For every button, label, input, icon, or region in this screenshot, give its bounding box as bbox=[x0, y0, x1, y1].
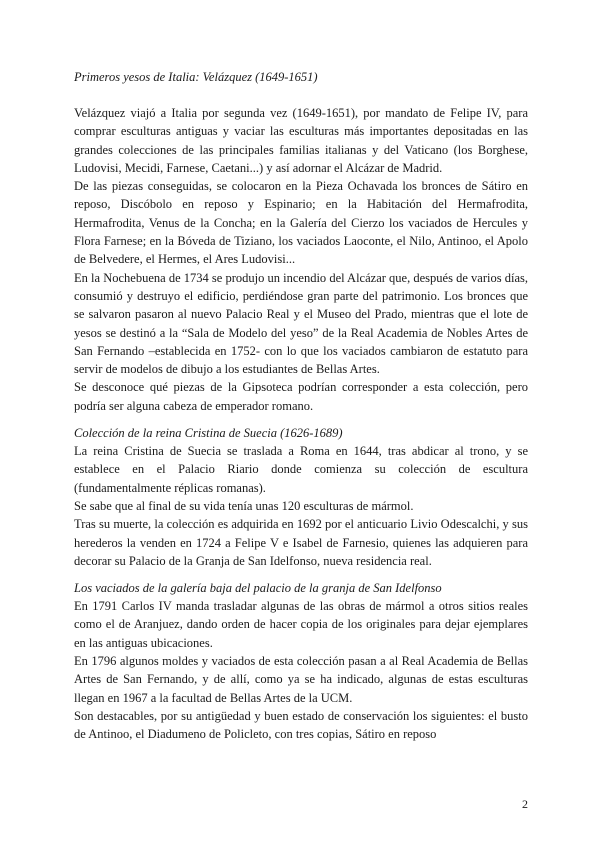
paragraph: En la Nochebuena de 1734 se produjo un incendio del Alcázar que, después de varios días, consumió y destruyo el edificio, perdiéndose gran parte del patrimonio. Los bronces que se salvaron pasaron al nuevo Palacio Real y el Museo del Prado, mientras que el lote de yesos se destinó a la “Sala de Modelo del yeso” de la Real Academia de Nobles Artes de San Fernando –establecida en 1752- con lo que los vaciados cambiaron de estatuto para servir de modelos de dibujo a los estudiantes de Bellas Artes. bbox=[74, 270, 528, 377]
paragraph: Se desconoce qué piezas de la Gipsoteca podrían corresponder a esta colección, pero podría ser alguna cabeza de emperador romano. bbox=[74, 380, 528, 413]
paragraph: En 1796 algunos moldes y vaciados de esta colección pasan a al Real Academia de Bellas Artes de San Fernando, y de allí, como ya se ha indicado, algunas de estas esculturas llegan en 1967 a la facultad de Bellas Artes de la UCM. bbox=[74, 654, 528, 705]
paragraph: La reina Cristina de Suecia se traslada a Roma en 1644, tras abdicar al trono, y se establece en el Palacio Riario donde comienza su colección de escultura (fundamentalmente réplicas romanas). bbox=[74, 444, 528, 495]
document-page bbox=[74, 68, 528, 744]
page-number: 2 bbox=[522, 797, 528, 811]
paragraph: En 1791 Carlos IV manda trasladar algunas de las obras de mármol a otros sitios reales como el de Aranjuez, dando orden de hacer copia de los originales para dejar ejemplares en las antiguas ubicaciones. bbox=[74, 599, 528, 650]
paragraph: De las piezas conseguidas, se colocaron en la Pieza Ochavada los bronces de Sátiro en reposo, Discóbolo en reposo y Espinario; en la Habitación del Hermafrodita, Hermafrodita, Venus de la Concha; en la Galería del Cierzo los vaciados de Hercules y Flora Farnese; en la Bóveda de Tiziano, los vaciados Laoconte, el Nilo, Antinoo, el Apolo de Belvedere, el Hermes, el Ares Ludovisi... bbox=[74, 179, 528, 267]
paragraph: Tras su muerte, la colección es adquirida en 1692 por el anticuario Livio Odescalchi, y sus herederos la venden en 1724 a Felipe V e Isabel de Farnesio, quienes las adquieren para decorar su Palacio de la Granja de San Idelfonso, nueva residencia real. bbox=[74, 517, 528, 568]
spacer bbox=[74, 86, 528, 104]
section-heading-velazquez: Primeros yesos de Italia: Velázquez (1649-1651) bbox=[74, 70, 318, 84]
paragraph: Son destacables, por su antigüedad y buen estado de conservación los siguientes: el busto de Antinoo, el Diadumeno de Policleto, con tres copias, Sátiro en reposo bbox=[74, 708, 528, 742]
section-heading-granja: Los vaciados de la galería baja del palacio de la granja de San Idelfonso bbox=[74, 581, 442, 596]
spacer bbox=[74, 570, 528, 579]
paragraph: Velázquez viajó a Italia por segunda vez (1649-1651), por mandato de Felipe IV, para comprar esculturas antiguas y vaciar las esculturas más importantes depositadas en las grandes colecciones de las principales familias italianas y del Vaticano (los Borghese, Ludovisi, Mecidi, Farnese, Caetani...) y así adornar el Alcázar de Madrid. bbox=[74, 106, 528, 175]
section-heading-cristina: Colección de la reina Cristina de Suecia (1626-1689) bbox=[74, 426, 343, 441]
paragraph: Se sabe que al final de su vida tenía unas 120 esculturas de mármol. bbox=[74, 498, 414, 513]
spacer bbox=[74, 415, 528, 424]
